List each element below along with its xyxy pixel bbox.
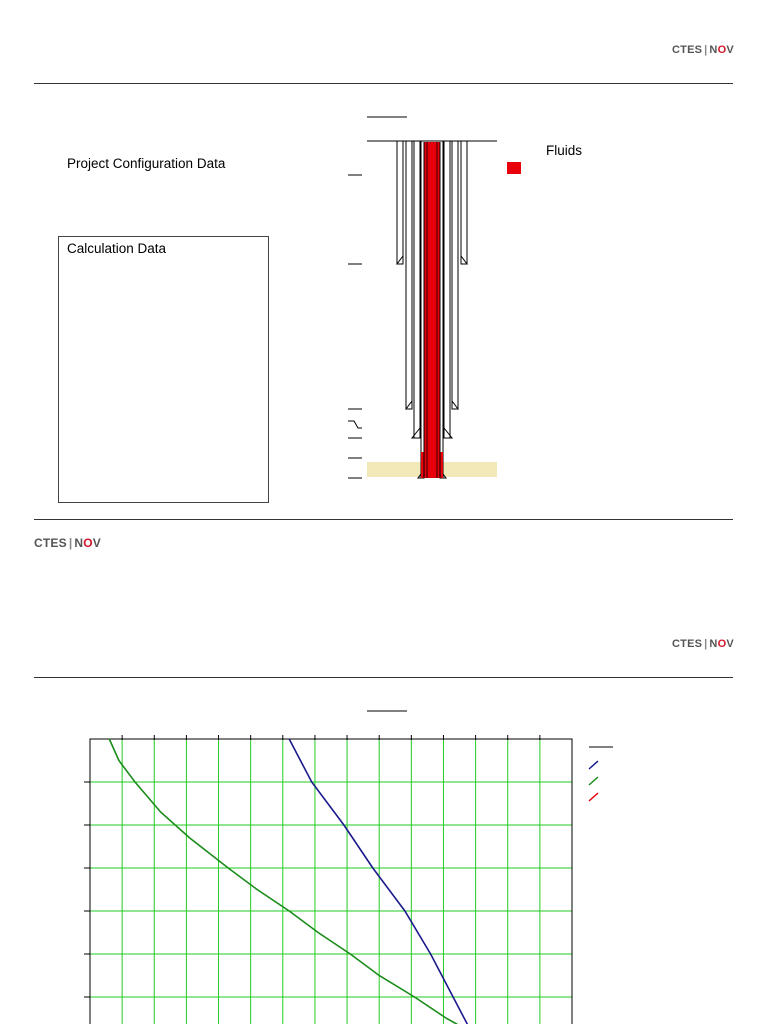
legend-swatch-3 (589, 793, 598, 801)
ctes-wordmark: CTES (672, 638, 703, 650)
footer-logo (34, 536, 101, 550)
nov-o: O (717, 638, 727, 650)
production-casing (418, 141, 446, 478)
chart-series (109, 739, 485, 1024)
chart-legend (589, 747, 613, 801)
nov-n: N (74, 536, 84, 550)
nov-v: V (726, 44, 734, 56)
legend-swatch-1 (589, 761, 598, 769)
legend-swatch-2 (589, 777, 598, 785)
nov-o: O (83, 536, 93, 550)
ctes-wordmark: CTES (34, 536, 67, 550)
nov-v: V (726, 638, 734, 650)
series-line-2 (109, 739, 485, 1024)
logo-separator: | (704, 44, 708, 56)
nov-n: N (709, 638, 718, 650)
depth-ticks (348, 175, 362, 478)
plot-frame (90, 739, 572, 1024)
footer-rule (34, 519, 733, 520)
series-line-1 (289, 739, 475, 1024)
fluids-legend-label: Fluids (546, 143, 583, 158)
fluid-column (424, 142, 440, 478)
project-config-label: Project Configuration Data (67, 156, 226, 171)
fluids-legend-swatch (507, 162, 521, 174)
page2-header-rule (34, 677, 733, 678)
logo-separator: | (68, 536, 73, 550)
nov-v: V (92, 536, 102, 550)
chart-grid (90, 739, 572, 1024)
logo-separator: | (704, 638, 708, 650)
page2-logo (672, 638, 734, 650)
calculation-data-box (58, 236, 269, 503)
nov-n: N (709, 44, 718, 56)
intermediate-casing (412, 141, 452, 438)
fluid-column-bottom (421, 452, 443, 478)
surface-casing (406, 141, 458, 409)
formation-band (367, 462, 497, 477)
header-rule (34, 83, 733, 84)
calc-box-title: Calculation Data (67, 241, 167, 256)
cover-logo (672, 44, 734, 56)
nov-o: O (717, 44, 727, 56)
chart-ticks (84, 735, 540, 1024)
conductor-casing (397, 141, 467, 264)
ctes-wordmark: CTES (672, 44, 703, 56)
